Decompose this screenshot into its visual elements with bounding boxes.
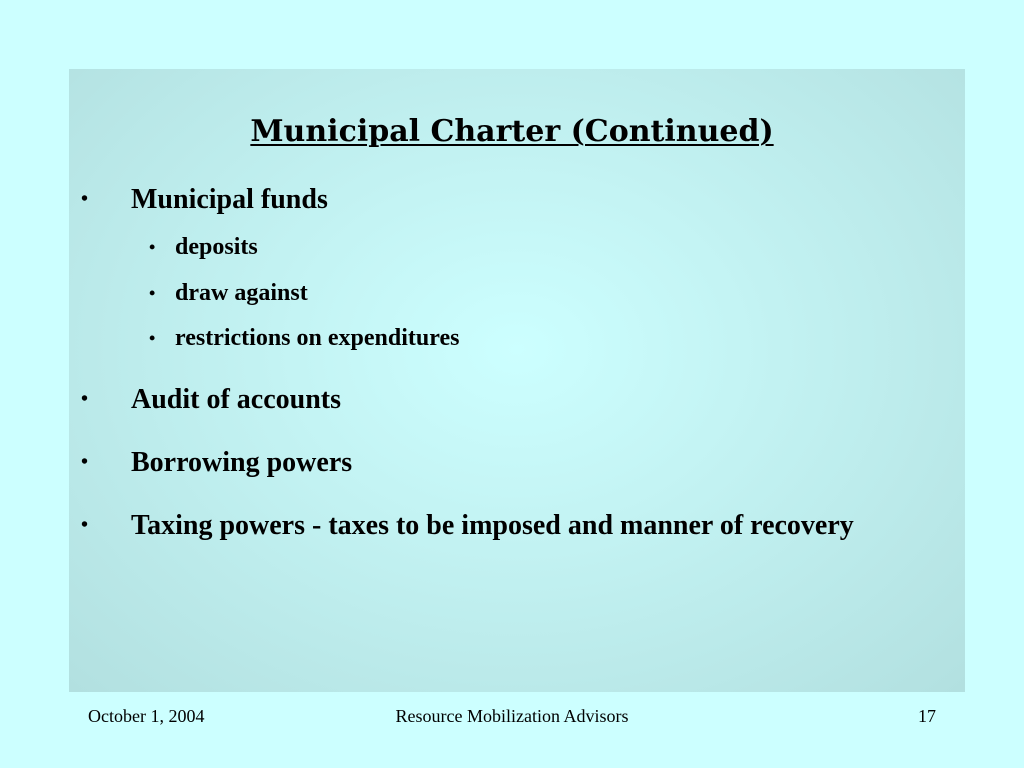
bullet-label: Taxing powers - taxes to be imposed and manner of recovery bbox=[131, 510, 854, 541]
bullet-label: Audit of accounts bbox=[131, 384, 342, 415]
bullet-icon: • bbox=[81, 514, 89, 536]
bullet-icon: • bbox=[149, 283, 156, 303]
footer-page-number: 17 bbox=[918, 706, 936, 726]
content-panel bbox=[69, 69, 965, 692]
bullet-icon: • bbox=[149, 328, 156, 348]
bullet-icon: • bbox=[81, 188, 89, 210]
bullet-icon: • bbox=[81, 388, 89, 410]
footer-organization: Resource Mobilization Advisors bbox=[395, 706, 629, 726]
footer-date: October 1, 2004 bbox=[88, 706, 205, 726]
bullet-icon: • bbox=[149, 237, 156, 257]
bullet-icon: • bbox=[81, 451, 89, 473]
bullet-label: Borrowing powers bbox=[131, 447, 353, 478]
slide-title: Municipal Charter (Continued) bbox=[250, 114, 774, 149]
sub-bullet-label: restrictions on expenditures bbox=[175, 325, 460, 351]
sub-bullet-label: deposits bbox=[175, 234, 258, 260]
bullet-label: Municipal funds bbox=[131, 184, 328, 215]
sub-bullet-label: draw against bbox=[175, 280, 308, 306]
